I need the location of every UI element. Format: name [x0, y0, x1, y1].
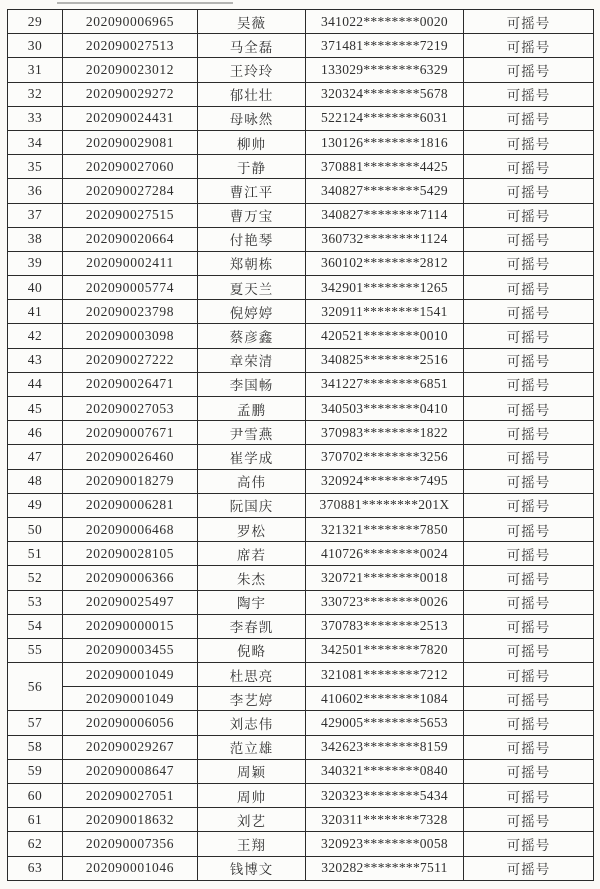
name-cell: 刘志伟 — [198, 711, 306, 735]
table-row — [8, 638, 594, 662]
table-row — [8, 130, 594, 154]
id-number-cell: 133029********6329 — [306, 58, 464, 82]
application-id-cell: 202090029272 — [63, 82, 198, 106]
name-cell: 郑朝栋 — [198, 251, 306, 275]
table-row — [8, 856, 594, 880]
application-id-cell: 202090001046 — [63, 856, 198, 880]
status-cell: 可摇号 — [464, 348, 594, 372]
status-cell: 可摇号 — [464, 372, 594, 396]
name-cell: 朱杰 — [198, 566, 306, 590]
application-id-cell: 202090005774 — [63, 276, 198, 300]
status-cell: 可摇号 — [464, 808, 594, 832]
table-row — [8, 106, 594, 130]
id-number-cell: 340827********7114 — [306, 203, 464, 227]
application-id-cell: 202090006468 — [63, 517, 198, 541]
serial-cell: 32 — [8, 82, 63, 106]
name-cell: 刘艺 — [198, 808, 306, 832]
id-number-cell: 320324********5678 — [306, 82, 464, 106]
name-cell: 陶宇 — [198, 590, 306, 614]
application-id-cell: 202090003098 — [63, 324, 198, 348]
status-cell: 可摇号 — [464, 34, 594, 58]
status-cell: 可摇号 — [464, 82, 594, 106]
table-row — [8, 687, 594, 711]
name-cell: 杜思亮 — [198, 663, 306, 687]
application-id-cell: 202090027284 — [63, 179, 198, 203]
table-row — [8, 590, 594, 614]
name-cell: 罗松 — [198, 517, 306, 541]
applicant-roster-table — [7, 9, 594, 881]
serial-cell: 49 — [8, 493, 63, 517]
name-cell: 李艺婷 — [198, 687, 306, 711]
id-number-cell: 342901********1265 — [306, 276, 464, 300]
status-cell: 可摇号 — [464, 324, 594, 348]
name-cell: 吴薇 — [198, 10, 306, 34]
serial-cell: 60 — [8, 784, 63, 808]
table-row — [8, 300, 594, 324]
table-row — [8, 397, 594, 421]
id-number-cell: 341227********6851 — [306, 372, 464, 396]
table-row — [8, 493, 594, 517]
application-id-cell: 202090006366 — [63, 566, 198, 590]
serial-cell: 61 — [8, 808, 63, 832]
application-id-cell: 202090006965 — [63, 10, 198, 34]
status-cell: 可摇号 — [464, 300, 594, 324]
id-number-cell: 340321********0840 — [306, 759, 464, 783]
id-number-cell: 360102********2812 — [306, 251, 464, 275]
serial-cell: 37 — [8, 203, 63, 227]
id-number-cell: 340503********0410 — [306, 397, 464, 421]
name-cell: 曹江平 — [198, 179, 306, 203]
name-cell: 于静 — [198, 155, 306, 179]
serial-cell: 45 — [8, 397, 63, 421]
status-cell: 可摇号 — [464, 687, 594, 711]
table-row — [8, 469, 594, 493]
table-row — [8, 517, 594, 541]
status-cell: 可摇号 — [464, 155, 594, 179]
name-cell: 柳帅 — [198, 130, 306, 154]
id-number-cell: 320924********7495 — [306, 469, 464, 493]
name-cell: 曹万宝 — [198, 203, 306, 227]
name-cell: 席若 — [198, 542, 306, 566]
serial-cell: 44 — [8, 372, 63, 396]
id-number-cell: 320911********1541 — [306, 300, 464, 324]
name-cell: 母咏然 — [198, 106, 306, 130]
scan-artifact-line — [57, 2, 233, 4]
id-number-cell: 130126********1816 — [306, 130, 464, 154]
status-cell: 可摇号 — [464, 614, 594, 638]
id-number-cell: 410726********0024 — [306, 542, 464, 566]
id-number-cell: 370783********2513 — [306, 614, 464, 638]
id-number-cell: 370881********201X — [306, 493, 464, 517]
name-cell: 付艳琴 — [198, 227, 306, 251]
table-row — [8, 832, 594, 856]
application-id-cell: 202090023798 — [63, 300, 198, 324]
name-cell: 李国畅 — [198, 372, 306, 396]
application-id-cell: 202090007671 — [63, 421, 198, 445]
serial-cell: 48 — [8, 469, 63, 493]
application-id-cell: 202090027222 — [63, 348, 198, 372]
table-row — [8, 324, 594, 348]
serial-cell: 30 — [8, 34, 63, 58]
application-id-cell: 202090029081 — [63, 130, 198, 154]
table-row — [8, 663, 594, 687]
table-row — [8, 808, 594, 832]
id-number-cell: 341022********0020 — [306, 10, 464, 34]
application-id-cell: 202090018632 — [63, 808, 198, 832]
name-cell: 阮国庆 — [198, 493, 306, 517]
table-row — [8, 227, 594, 251]
name-cell: 郁壮壮 — [198, 82, 306, 106]
name-cell: 李春凯 — [198, 614, 306, 638]
table-row — [8, 82, 594, 106]
id-number-cell: 321321********7850 — [306, 517, 464, 541]
id-number-cell: 522124********6031 — [306, 106, 464, 130]
serial-cell: 31 — [8, 58, 63, 82]
status-cell: 可摇号 — [464, 203, 594, 227]
application-id-cell: 202090000015 — [63, 614, 198, 638]
status-cell: 可摇号 — [464, 493, 594, 517]
id-number-cell: 320323********5434 — [306, 784, 464, 808]
application-id-cell: 202090006281 — [63, 493, 198, 517]
status-cell: 可摇号 — [464, 590, 594, 614]
serial-cell: 55 — [8, 638, 63, 662]
table-row — [8, 179, 594, 203]
serial-cell: 36 — [8, 179, 63, 203]
status-cell: 可摇号 — [464, 711, 594, 735]
id-number-cell: 342501********7820 — [306, 638, 464, 662]
id-number-cell: 330723********0026 — [306, 590, 464, 614]
table-row — [8, 445, 594, 469]
serial-cell: 63 — [8, 856, 63, 880]
name-cell: 夏天兰 — [198, 276, 306, 300]
name-cell: 尹雪燕 — [198, 421, 306, 445]
table-row — [8, 735, 594, 759]
serial-cell: 29 — [8, 10, 63, 34]
application-id-cell: 202090026460 — [63, 445, 198, 469]
id-number-cell: 370702********3256 — [306, 445, 464, 469]
application-id-cell: 202090026471 — [63, 372, 198, 396]
status-cell: 可摇号 — [464, 663, 594, 687]
name-cell: 倪略 — [198, 638, 306, 662]
name-cell: 王玲玲 — [198, 58, 306, 82]
id-number-cell: 340827********5429 — [306, 179, 464, 203]
application-id-cell: 202090002411 — [63, 251, 198, 275]
table-row — [8, 276, 594, 300]
name-cell: 王翔 — [198, 832, 306, 856]
application-id-cell: 202090007356 — [63, 832, 198, 856]
serial-cell: 57 — [8, 711, 63, 735]
status-cell: 可摇号 — [464, 421, 594, 445]
status-cell: 可摇号 — [464, 469, 594, 493]
serial-cell: 52 — [8, 566, 63, 590]
id-number-cell: 371481********7219 — [306, 34, 464, 58]
table-row — [8, 614, 594, 638]
application-id-cell: 202090028105 — [63, 542, 198, 566]
serial-cell: 35 — [8, 155, 63, 179]
application-id-cell: 202090025497 — [63, 590, 198, 614]
id-number-cell: 360732********1124 — [306, 227, 464, 251]
application-id-cell: 202090018279 — [63, 469, 198, 493]
serial-cell: 58 — [8, 735, 63, 759]
status-cell: 可摇号 — [464, 106, 594, 130]
table-row — [8, 542, 594, 566]
serial-cell: 46 — [8, 421, 63, 445]
status-cell: 可摇号 — [464, 856, 594, 880]
serial-cell: 51 — [8, 542, 63, 566]
serial-cell: 56 — [8, 663, 63, 711]
status-cell: 可摇号 — [464, 58, 594, 82]
name-cell: 倪婷婷 — [198, 300, 306, 324]
application-id-cell: 202090027053 — [63, 397, 198, 421]
serial-cell: 42 — [8, 324, 63, 348]
serial-cell: 47 — [8, 445, 63, 469]
serial-cell: 34 — [8, 130, 63, 154]
table-row — [8, 203, 594, 227]
id-number-cell: 340825********2516 — [306, 348, 464, 372]
application-id-cell: 202090020664 — [63, 227, 198, 251]
id-number-cell: 420521********0010 — [306, 324, 464, 348]
name-cell: 崔学成 — [198, 445, 306, 469]
status-cell: 可摇号 — [464, 566, 594, 590]
serial-cell: 38 — [8, 227, 63, 251]
serial-cell: 33 — [8, 106, 63, 130]
serial-cell: 40 — [8, 276, 63, 300]
applicant-table-body — [8, 10, 594, 881]
id-number-cell: 320311********7328 — [306, 808, 464, 832]
serial-cell: 43 — [8, 348, 63, 372]
table-row — [8, 155, 594, 179]
application-id-cell: 202090001049 — [63, 663, 198, 687]
table-row — [8, 711, 594, 735]
status-cell: 可摇号 — [464, 517, 594, 541]
name-cell: 周帅 — [198, 784, 306, 808]
application-id-cell: 202090006056 — [63, 711, 198, 735]
serial-cell: 41 — [8, 300, 63, 324]
serial-cell: 54 — [8, 614, 63, 638]
application-id-cell: 202090029267 — [63, 735, 198, 759]
status-cell: 可摇号 — [464, 179, 594, 203]
application-id-cell: 202090027513 — [63, 34, 198, 58]
name-cell: 章荣清 — [198, 348, 306, 372]
id-number-cell: 320923********0058 — [306, 832, 464, 856]
status-cell: 可摇号 — [464, 397, 594, 421]
status-cell: 可摇号 — [464, 445, 594, 469]
status-cell: 可摇号 — [464, 10, 594, 34]
status-cell: 可摇号 — [464, 251, 594, 275]
id-number-cell: 320721********0018 — [306, 566, 464, 590]
status-cell: 可摇号 — [464, 130, 594, 154]
application-id-cell: 202090023012 — [63, 58, 198, 82]
application-id-cell: 202090024431 — [63, 106, 198, 130]
name-cell: 高伟 — [198, 469, 306, 493]
id-number-cell: 321081********7212 — [306, 663, 464, 687]
status-cell: 可摇号 — [464, 784, 594, 808]
application-id-cell: 202090008647 — [63, 759, 198, 783]
serial-cell: 59 — [8, 759, 63, 783]
table-row — [8, 58, 594, 82]
status-cell: 可摇号 — [464, 832, 594, 856]
status-cell: 可摇号 — [464, 227, 594, 251]
application-id-cell: 202090001049 — [63, 687, 198, 711]
name-cell: 孟鹏 — [198, 397, 306, 421]
application-id-cell: 202090027060 — [63, 155, 198, 179]
table-row — [8, 421, 594, 445]
table-row — [8, 34, 594, 58]
serial-cell: 53 — [8, 590, 63, 614]
application-id-cell: 202090003455 — [63, 638, 198, 662]
status-cell: 可摇号 — [464, 638, 594, 662]
id-number-cell: 429005********5653 — [306, 711, 464, 735]
serial-cell: 39 — [8, 251, 63, 275]
id-number-cell: 370881********4425 — [306, 155, 464, 179]
table-row — [8, 251, 594, 275]
table-row — [8, 372, 594, 396]
id-number-cell: 342623********8159 — [306, 735, 464, 759]
serial-cell: 50 — [8, 517, 63, 541]
application-id-cell: 202090027515 — [63, 203, 198, 227]
status-cell: 可摇号 — [464, 759, 594, 783]
name-cell: 马全磊 — [198, 34, 306, 58]
application-id-cell: 202090027051 — [63, 784, 198, 808]
status-cell: 可摇号 — [464, 735, 594, 759]
status-cell: 可摇号 — [464, 542, 594, 566]
name-cell: 钱博文 — [198, 856, 306, 880]
table-row — [8, 566, 594, 590]
serial-cell: 62 — [8, 832, 63, 856]
name-cell: 蔡彦鑫 — [198, 324, 306, 348]
id-number-cell: 320282********7511 — [306, 856, 464, 880]
table-row — [8, 348, 594, 372]
status-cell: 可摇号 — [464, 276, 594, 300]
table-row — [8, 784, 594, 808]
name-cell: 范立雄 — [198, 735, 306, 759]
id-number-cell: 370983********1822 — [306, 421, 464, 445]
table-row — [8, 10, 594, 34]
table-row — [8, 759, 594, 783]
id-number-cell: 410602********1084 — [306, 687, 464, 711]
name-cell: 周颖 — [198, 759, 306, 783]
